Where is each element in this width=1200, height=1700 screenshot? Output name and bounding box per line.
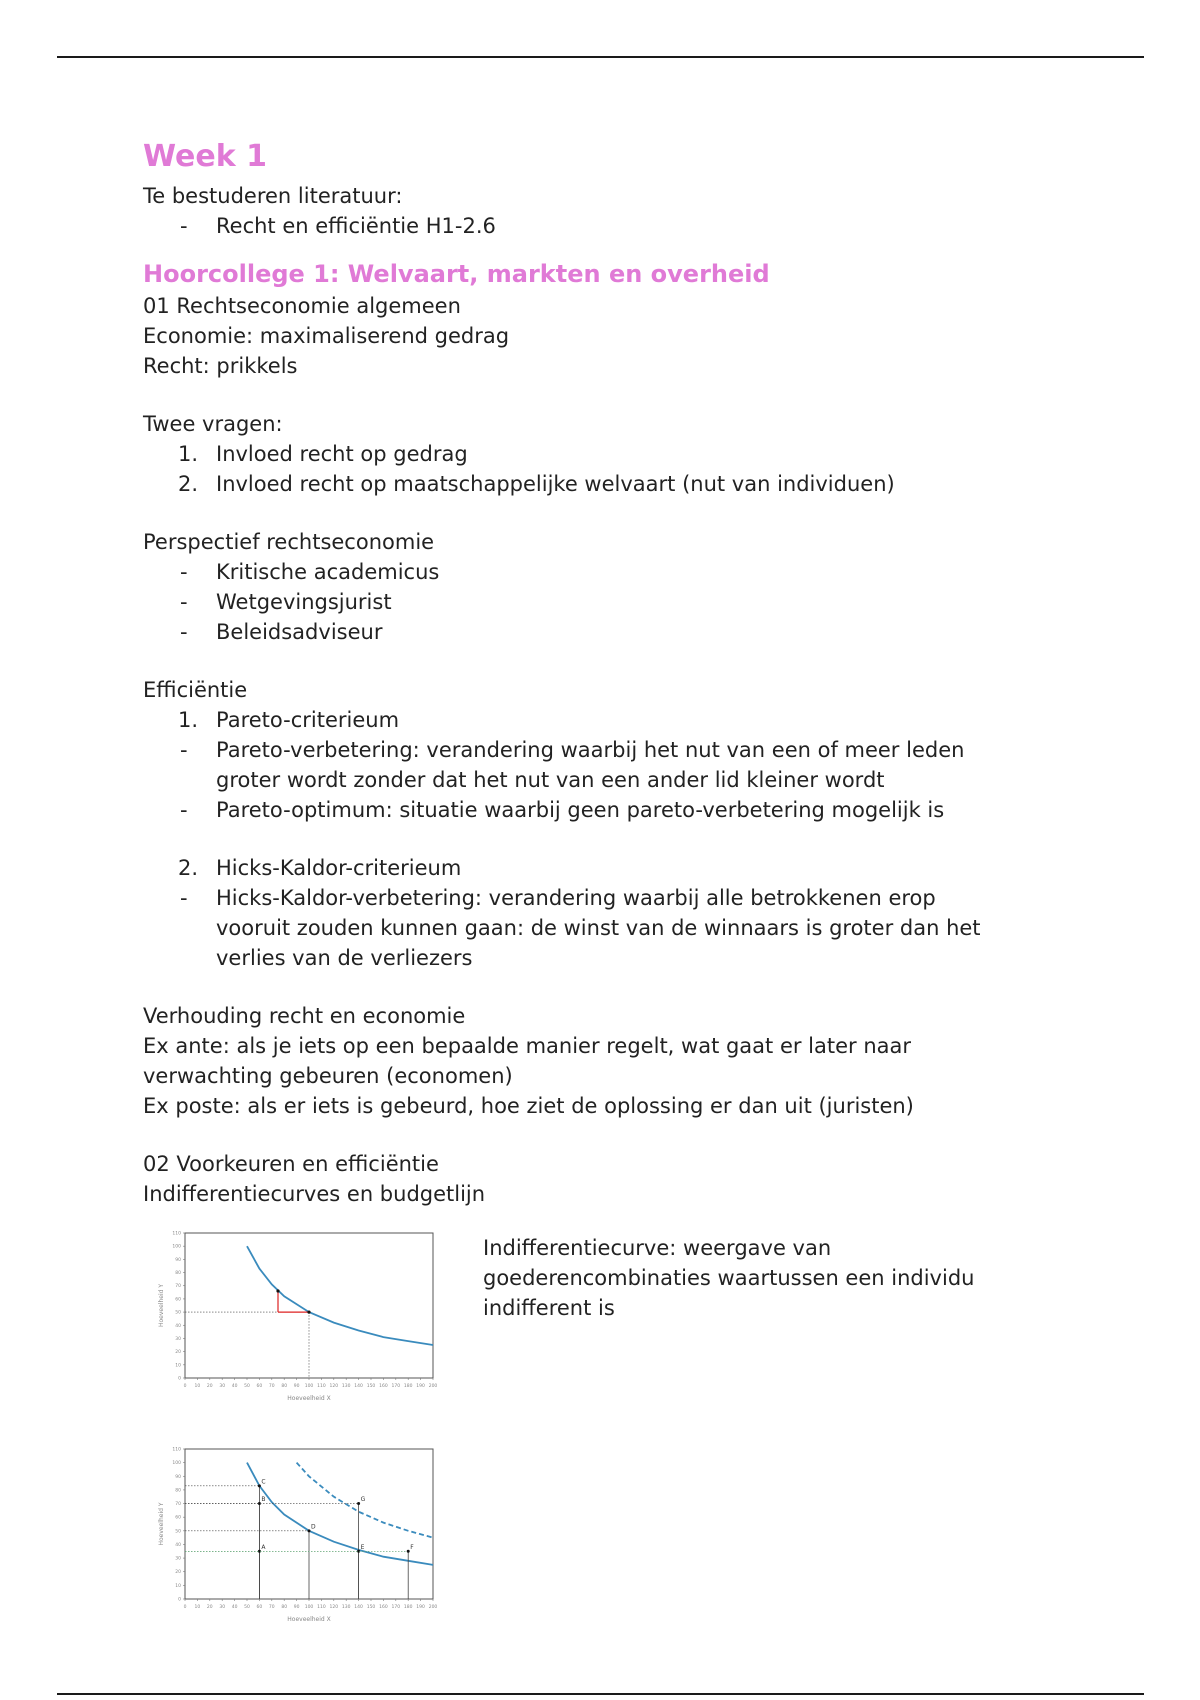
- y-tick-label: 20: [175, 1570, 181, 1576]
- page-title: Week 1: [143, 139, 267, 174]
- x-tick-label: 150: [366, 1605, 376, 1610]
- x-tick-label: 120: [329, 1605, 339, 1610]
- efficiency-list: [143, 705, 1043, 735]
- x-tick-label: 90: [293, 1384, 300, 1389]
- point-label: C: [261, 1478, 266, 1486]
- indifference-curves-chart: [143, 1439, 463, 1635]
- point-label: A: [261, 1543, 266, 1551]
- list-item: 2. Hicks-Kaldor-criterieum: [178, 856, 462, 880]
- x-tick-label: 160: [379, 1384, 388, 1389]
- y-tick-label: 0: [178, 1376, 181, 1382]
- x-tick-label: 30: [219, 1384, 226, 1389]
- x-tick-label: 30: [219, 1605, 226, 1610]
- figure-row: [143, 1223, 1043, 1423]
- x-tick-label: 70: [268, 1605, 275, 1610]
- x-tick-label: 160: [379, 1605, 388, 1610]
- questions-label: Twee vragen:: [143, 412, 283, 436]
- list-item: 2. Invloed recht op maatschappelijke welvaart (nut van individuen): [178, 472, 895, 496]
- y-tick-label: 0: [178, 1597, 181, 1603]
- point-label: F: [410, 1543, 414, 1551]
- x-tick-label: 140: [354, 1605, 363, 1610]
- x-tick-label: 100: [304, 1605, 314, 1610]
- pareto-list: [143, 735, 1043, 825]
- x-tick-label: 170: [391, 1605, 401, 1610]
- y-tick-label: 100: [172, 1244, 181, 1250]
- document-body: [143, 137, 1043, 1643]
- x-tick-label: 80: [281, 1384, 288, 1389]
- section-heading: 01 Rechtseconomie algemeen: [143, 294, 461, 318]
- x-tick-label: 40: [231, 1605, 238, 1610]
- y-tick-label: 30: [175, 1336, 181, 1342]
- x-tick-label: 70: [268, 1384, 275, 1389]
- series-line: [247, 1246, 433, 1345]
- list-item: - Recht en efficiëntie H1-2.6: [180, 214, 496, 238]
- x-tick-label: 20: [206, 1605, 213, 1610]
- y-tick-label: 10: [175, 1583, 181, 1589]
- y-tick-label: 30: [175, 1556, 181, 1562]
- list-item: - Beleidsadviseur: [180, 620, 383, 644]
- y-tick-label: 90: [175, 1257, 181, 1263]
- x-tick-label: 200: [428, 1384, 438, 1389]
- x-tick-label: 0: [183, 1384, 187, 1389]
- y-tick-label: 60: [175, 1297, 181, 1303]
- y-tick-label: 50: [175, 1310, 181, 1316]
- x-tick-label: 120: [329, 1384, 339, 1389]
- list-item: 1. Pareto-criterieum: [178, 708, 400, 732]
- text-line: Economie: maximaliserend gedrag: [143, 324, 510, 348]
- data-point: [276, 1289, 279, 1292]
- x-tick-label: 80: [281, 1605, 288, 1610]
- x-axis-label: Hoeveelheid X: [287, 1616, 331, 1623]
- text-line: Ex poste: als er iets is gebeurd, hoe ziet de oplossing er dan uit (juristen): [143, 1094, 914, 1118]
- y-axis-label: Hoeveelheid Y: [158, 1283, 165, 1328]
- point-label: E: [360, 1543, 365, 1551]
- x-tick-label: 140: [354, 1384, 363, 1389]
- list-item: - Pareto-verbetering: verandering waarbij het nut van een of meer leden groter wordt zonder dat het nut van een ander lid kleiner wordt: [180, 738, 965, 792]
- x-tick-label: 100: [304, 1384, 314, 1389]
- x-tick-label: 130: [341, 1605, 351, 1610]
- text-line: Recht: prikkels: [143, 354, 298, 378]
- lecture-title: Hoorcollege 1: Welvaart, markten en overheid: [143, 260, 770, 288]
- series-line: [247, 1463, 433, 1565]
- y-tick-label: 80: [175, 1488, 181, 1494]
- y-tick-label: 20: [175, 1350, 181, 1356]
- plot-frame: [185, 1233, 433, 1378]
- x-tick-label: 200: [428, 1605, 438, 1610]
- point-label: G: [360, 1496, 366, 1504]
- relation-heading: Verhouding recht en economie: [143, 1004, 466, 1028]
- text-line: Indifferentiecurves en budgetlijn: [143, 1182, 486, 1206]
- x-tick-label: 20: [206, 1384, 213, 1389]
- y-tick-label: 60: [175, 1515, 181, 1521]
- y-tick-label: 80: [175, 1271, 181, 1277]
- x-tick-label: 10: [194, 1384, 201, 1389]
- point-label: D: [311, 1523, 316, 1531]
- y-tick-label: 100: [172, 1461, 181, 1467]
- list-item: 1. Invloed recht op gedrag: [178, 442, 468, 466]
- x-tick-label: 110: [317, 1384, 326, 1389]
- efficiency-label: Efficiëntie: [143, 678, 248, 702]
- text-line: Ex ante: als je iets op een bepaalde manier regelt, wat gaat er later naar: [143, 1034, 912, 1058]
- x-tick-label: 130: [341, 1384, 351, 1389]
- x-tick-label: 90: [293, 1605, 300, 1610]
- bottom-rule: [57, 1693, 1144, 1695]
- y-tick-label: 110: [172, 1447, 181, 1453]
- section-heading: 02 Voorkeuren en efficiëntie: [143, 1152, 439, 1176]
- x-tick-label: 110: [317, 1605, 326, 1610]
- y-tick-label: 50: [175, 1529, 181, 1535]
- x-tick-label: 50: [244, 1384, 250, 1389]
- x-tick-label: 60: [256, 1605, 263, 1610]
- y-axis-label: Hoeveelheid Y: [158, 1502, 165, 1546]
- list-item: - Hicks-Kaldor-verbetering: verandering waarbij alle betrokkenen erop vooruit zouden kunnen gaan: de winst van de winnaars is groter dan het verlies van de verliezers: [180, 886, 981, 970]
- y-tick-label: 40: [175, 1542, 181, 1548]
- literature-list: [143, 211, 1043, 241]
- top-rule: [57, 56, 1144, 58]
- x-tick-label: 40: [231, 1384, 238, 1389]
- y-tick-label: 70: [175, 1502, 181, 1508]
- x-tick-label: 50: [244, 1605, 250, 1610]
- data-point: [307, 1310, 310, 1313]
- x-tick-label: 60: [256, 1384, 263, 1389]
- x-tick-label: 190: [416, 1384, 425, 1389]
- list-item: - Pareto-optimum: situatie waarbij geen pareto-verbetering mogelijk is: [180, 798, 945, 822]
- questions-list: [143, 439, 1043, 499]
- x-tick-label: 180: [403, 1384, 413, 1389]
- y-tick-label: 70: [175, 1284, 181, 1290]
- list-item: - Wetgevingsjurist: [180, 590, 392, 614]
- x-tick-label: 170: [391, 1384, 401, 1389]
- x-tick-label: 150: [366, 1384, 376, 1389]
- literature-label: Te bestuderen literatuur:: [143, 184, 403, 208]
- point-label: B: [261, 1496, 266, 1504]
- x-axis-label: Hoeveelheid X: [287, 1395, 331, 1402]
- y-tick-label: 40: [175, 1323, 181, 1329]
- hicks-kaldor-list: [143, 853, 1043, 883]
- indifference-curve-chart: [143, 1223, 463, 1423]
- list-item: - Kritische academicus: [180, 560, 440, 584]
- y-tick-label: 90: [175, 1474, 181, 1480]
- x-tick-label: 180: [403, 1605, 413, 1610]
- perspective-list: [143, 557, 1043, 647]
- definition-text: Indifferentiecurve: weergave van goederencombinaties waartussen een individu indifferent is: [483, 1236, 975, 1320]
- x-tick-label: 0: [183, 1605, 187, 1610]
- y-tick-label: 10: [175, 1363, 181, 1369]
- y-tick-label: 110: [172, 1231, 181, 1237]
- perspective-label: Perspectief rechtseconomie: [143, 530, 435, 554]
- text-line: verwachting gebeuren (economen): [143, 1064, 513, 1088]
- x-tick-label: 190: [416, 1605, 425, 1610]
- x-tick-label: 10: [194, 1605, 201, 1610]
- hk-items: [143, 883, 1043, 973]
